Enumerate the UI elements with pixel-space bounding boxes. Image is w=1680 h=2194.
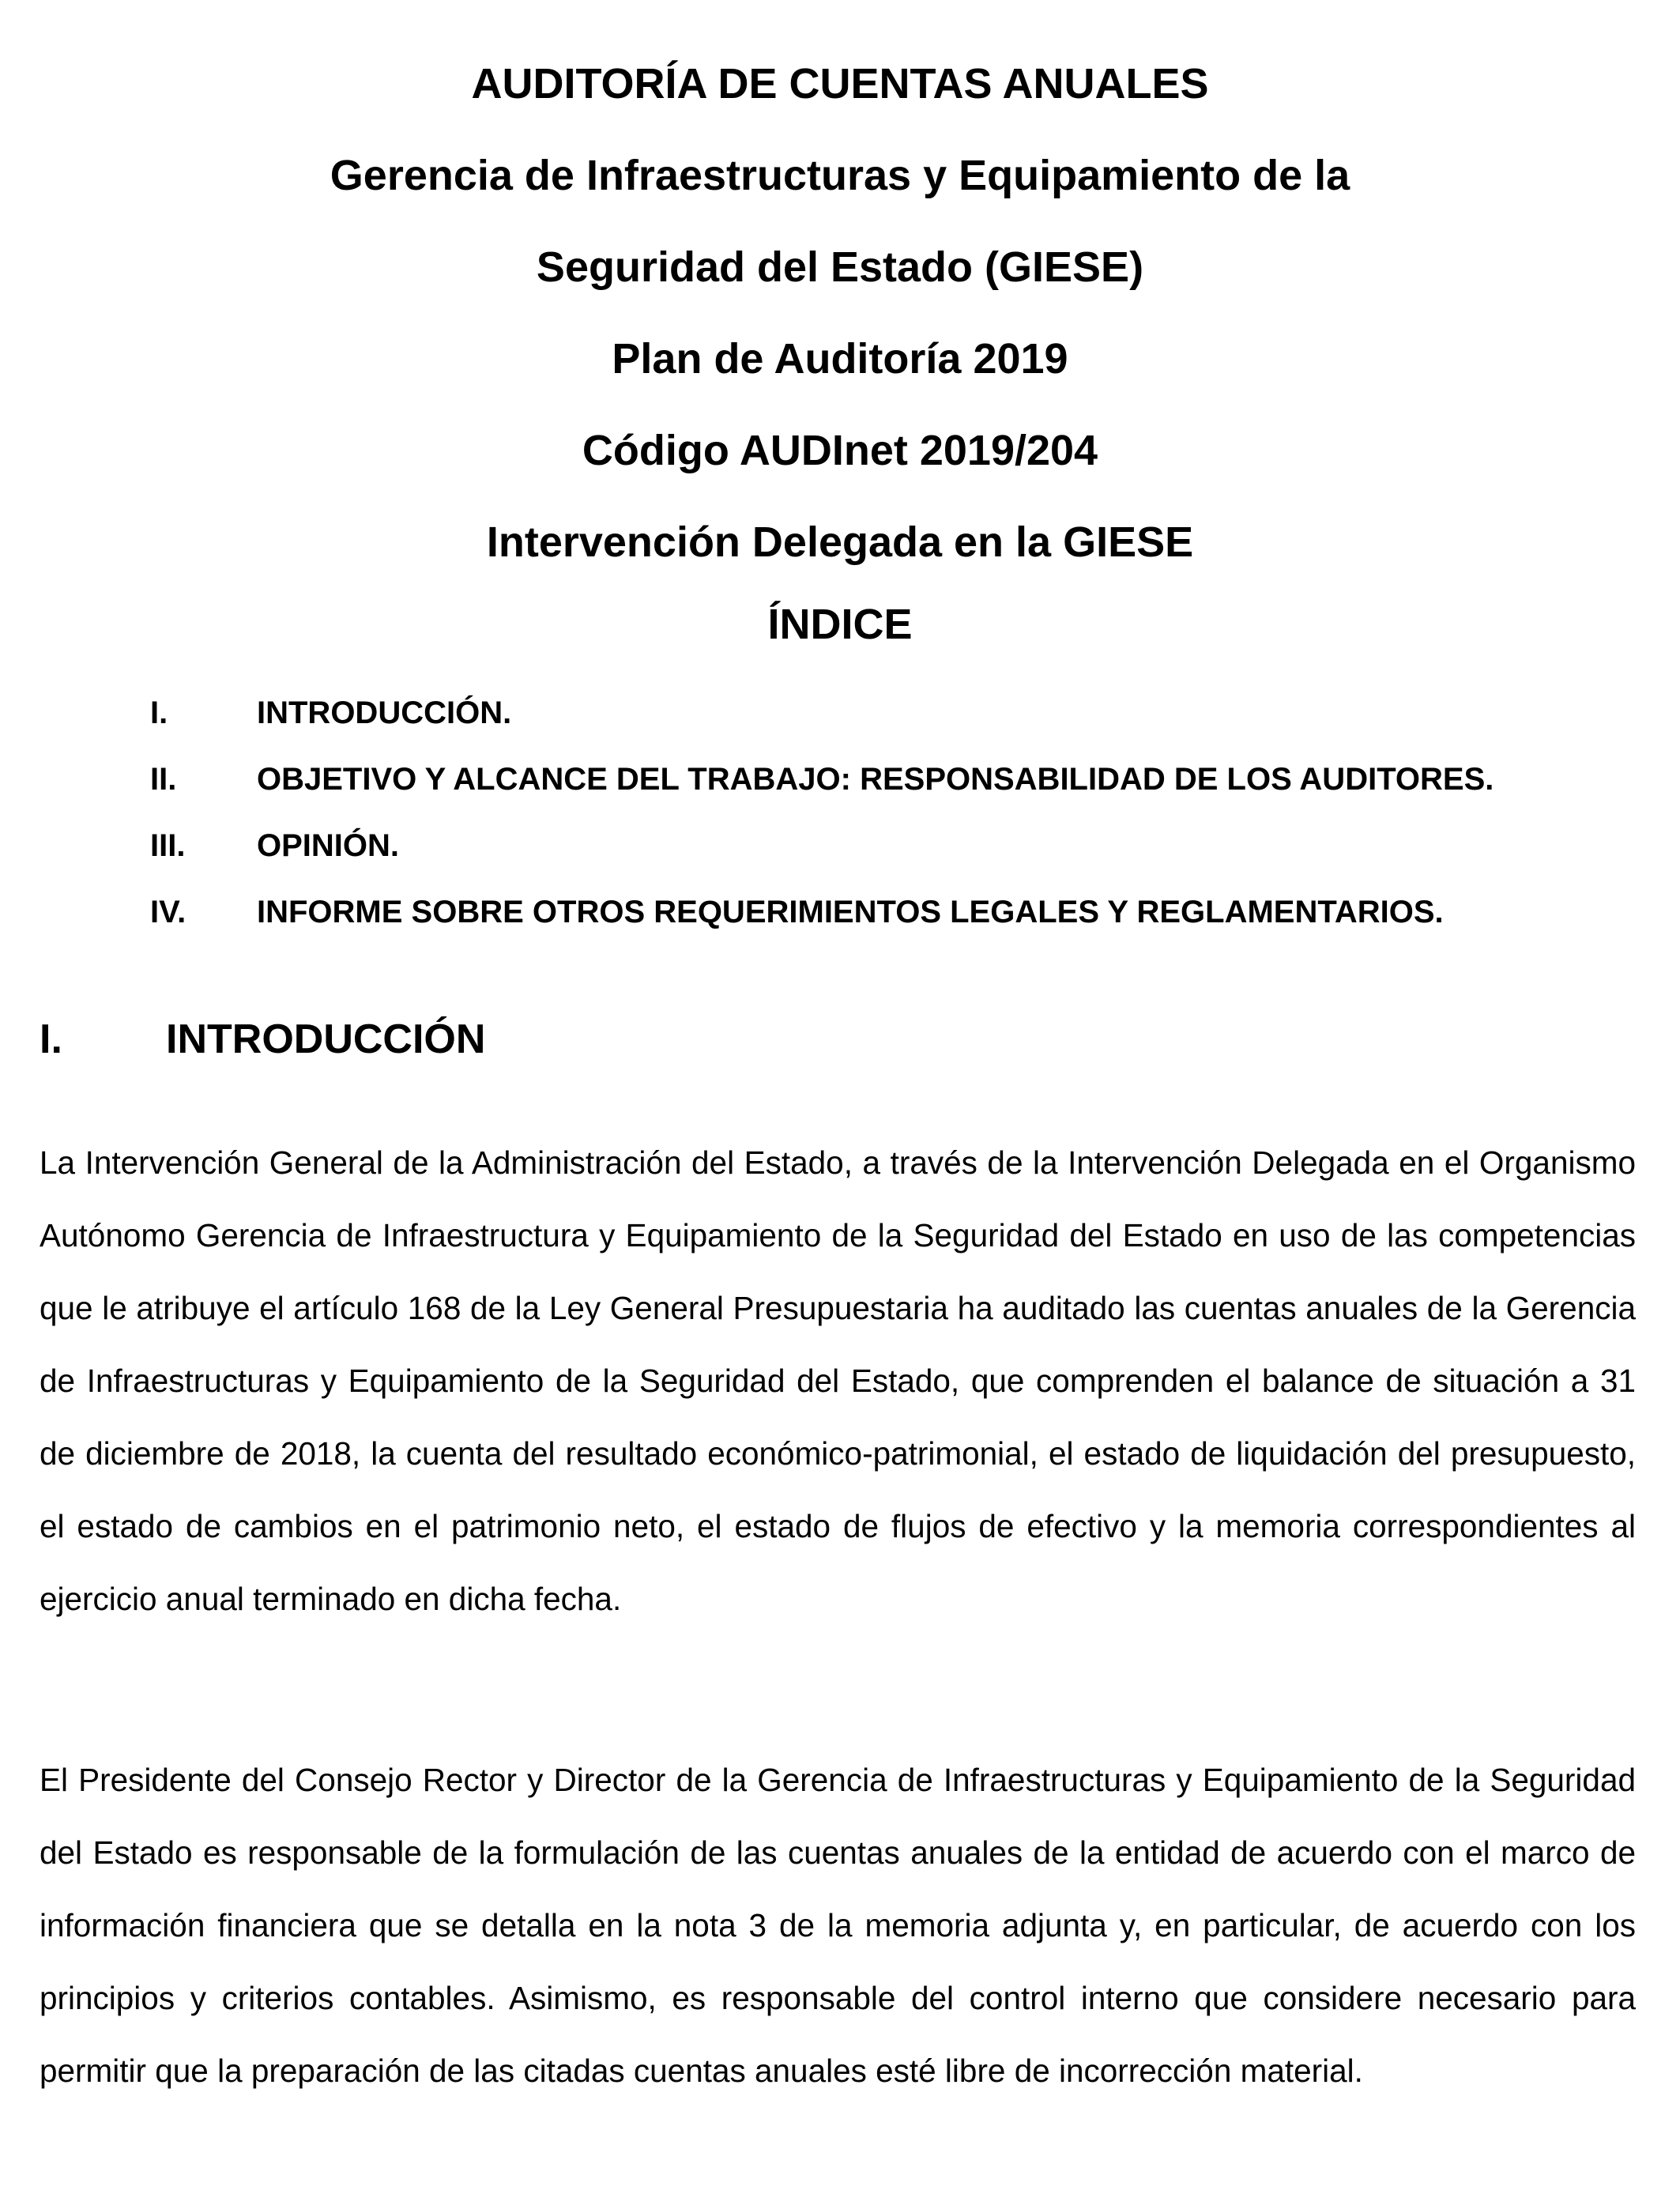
table-of-contents (150, 680, 1588, 945)
toc-item-introduction (150, 680, 1588, 746)
toc-item-number: IV. (150, 895, 186, 929)
section-heading-introduction (40, 1004, 485, 1075)
title-line-entity-1: Gerencia de Infraestructuras y Equipamiento de la (330, 152, 1350, 199)
toc-item-opinion (150, 812, 1588, 879)
toc-item-number: I. (150, 696, 168, 730)
title-line-plan: Plan de Auditoría 2019 (612, 335, 1068, 383)
toc-item-label: INTRODUCCIÓN. (257, 696, 512, 730)
title-line-entity-2: Seguridad del Estado (GIESE) (536, 243, 1144, 291)
section-title: INTRODUCCIÓN (166, 1016, 486, 1062)
title-line-audit: AUDITORÍA DE CUENTAS ANUALES (471, 60, 1209, 107)
body-paragraph-2: El Presidente del Consejo Rector y Director de la Gerencia de Infraestructuras y Equipamiento de la Seguridad del Estado es responsable de la formulación de las cuentas anuales de la entidad de acuerdo con el marco de información financiera que se detalla en la nota 3 de la memoria adjunta y, en particular, de acuerdo con los principios y criterios contables. Asimismo, es responsable del control interno que considere necesario para permitir que la preparación de las citadas cuentas anuales esté libre de incorrección material. (40, 1762, 1636, 2089)
toc-item-number: II. (150, 762, 177, 797)
toc-item-label: OPINIÓN. (257, 828, 400, 863)
toc-item-objective-scope (150, 746, 1588, 812)
title-line-intervention: Intervención Delegada en la GIESE (486, 518, 1194, 566)
toc-item-label: OBJETIVO Y ALCANCE DEL TRABAJO: RESPONSABILIDAD DE LOS AUDITORES. (257, 762, 1494, 797)
document-title-block (0, 38, 1680, 588)
title-line-code: Código AUDInet 2019/204 (582, 427, 1098, 474)
toc-item-number: III. (150, 828, 186, 863)
body-paragraph-1: La Intervención General de la Administración del Estado, a través de la Intervención Delegada en el Organismo Autónomo Gerencia de Infraestructura y Equipamiento de la Seguridad del Estado en uso de las competencias que le atribuye el artículo 168 de la Ley General Presupuestaria ha auditado las cuentas anuales de la Gerencia de Infraestructuras y Equipamiento de la Seguridad del Estado, que comprenden el balance de situación a 31 de diciembre de 2018, la cuenta del resultado económico-patrimonial, el estado de liquidación del presupuesto, el estado de cambios en el patrimonio neto, el estado de flujos de efectivo y la memoria correspondientes al ejercicio anual terminado en dicha fecha. (40, 1144, 1636, 1617)
toc-item-other-requirements (150, 879, 1588, 945)
toc-item-label: INFORME SOBRE OTROS REQUERIMIENTOS LEGALES Y REGLAMENTARIOS. (257, 895, 1444, 929)
section-number: I. (40, 1016, 62, 1062)
index-title: ÍNDICE (767, 601, 913, 648)
